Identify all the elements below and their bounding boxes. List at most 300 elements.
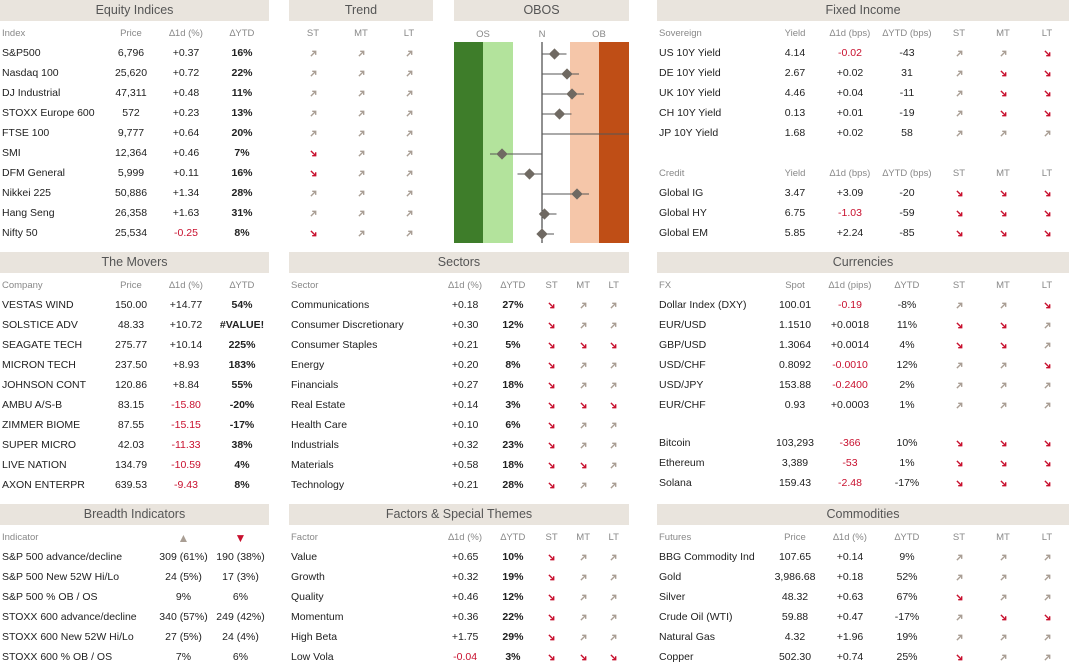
- breadth-row: [0, 627, 269, 647]
- trend-cell: [535, 607, 568, 627]
- trend-cell: [1025, 83, 1069, 103]
- company: SUPER MICRO: [2, 439, 77, 451]
- change-1d: +0.48: [172, 87, 200, 99]
- column-header: ∆YTD: [500, 532, 526, 543]
- arrow-up-right-icon: [983, 402, 1023, 409]
- trend-cell: [598, 295, 629, 315]
- fixed-income-row: [657, 103, 1069, 123]
- yield: 1.68: [784, 127, 806, 139]
- trend-cell: [598, 455, 629, 475]
- yield: 6.75: [784, 207, 806, 219]
- trend-cell: [981, 395, 1025, 415]
- trend-cell: [937, 83, 981, 103]
- arrow-down-right-icon: [1027, 362, 1067, 369]
- change-ytd: -59: [899, 207, 915, 219]
- equity-row: [0, 123, 269, 143]
- arrow-up-right-icon: [339, 70, 383, 77]
- arrow-up-right-icon: [291, 130, 335, 137]
- equity-row: [0, 203, 269, 223]
- trend-cell: [535, 335, 568, 355]
- trend-cell: [385, 163, 433, 183]
- trend-cell: [598, 567, 629, 587]
- trend-cell: [1025, 335, 1069, 355]
- trend-cell: [1025, 433, 1069, 453]
- sector-row: [289, 415, 629, 435]
- change-1d: -2.48: [838, 477, 862, 489]
- change-1d: +0.18: [451, 299, 479, 311]
- change-1d: +10.14: [169, 339, 203, 351]
- arrow-down-right-icon: [537, 654, 566, 661]
- change-ytd: -19: [899, 107, 915, 119]
- factor-row: [289, 567, 629, 587]
- change-1d: +1.63: [172, 207, 200, 219]
- trend-cell: [289, 123, 337, 143]
- change-ytd: 67%: [896, 591, 918, 603]
- name: EUR/CHF: [659, 399, 706, 411]
- arrow-down-right-icon: [537, 462, 566, 469]
- trend-cell: [981, 315, 1025, 335]
- arrow-down-right-icon: [1027, 50, 1067, 57]
- name: Communications: [291, 299, 370, 311]
- arrow-up-right-icon: [339, 230, 383, 237]
- trend-cell: [535, 435, 568, 455]
- arrow-up-right-icon: [1027, 402, 1067, 409]
- indicator: S&P 500 New 52W Hi/Lo: [2, 571, 120, 583]
- spot: 3,389: [781, 457, 809, 469]
- change-ytd: 16%: [231, 167, 253, 179]
- trend-cell: [535, 395, 568, 415]
- mover-row: [0, 415, 269, 435]
- arrow-down-right-icon: [1027, 110, 1067, 117]
- credit-row: [657, 223, 1069, 243]
- mover-row: [0, 355, 269, 375]
- arrow-up-right-icon: [939, 574, 979, 581]
- spot: 100.01: [778, 299, 812, 311]
- change-1d: +0.46: [451, 591, 479, 603]
- price: 50,886: [114, 187, 148, 199]
- header-row: [657, 525, 1069, 547]
- trend-cell: [1025, 183, 1069, 203]
- advance: 27 (5%): [165, 631, 202, 643]
- breadth-row: [0, 607, 269, 627]
- trend-cell: [535, 567, 568, 587]
- arrow-down-right-icon: [570, 342, 597, 349]
- commodity-row: [657, 627, 1069, 647]
- change-ytd: 9%: [899, 551, 915, 563]
- name: Technology: [291, 479, 345, 491]
- column-header: ∆YTD: [229, 280, 255, 291]
- trend-cell: [981, 627, 1025, 647]
- crypto-table: [657, 433, 1069, 493]
- arrow-up-right-icon: [939, 614, 979, 621]
- arrow-up-right-icon: [570, 322, 597, 329]
- column-header: Sovereign: [659, 28, 702, 39]
- change-1d: +0.0003: [830, 399, 870, 411]
- change-ytd: 183%: [228, 359, 256, 371]
- index-name: Nifty 50: [2, 227, 38, 239]
- yield: 0.13: [784, 107, 806, 119]
- trend-cell: [937, 103, 981, 123]
- column-header: ST: [952, 168, 966, 179]
- change-1d: -0.02: [838, 47, 862, 59]
- index-name: S&P500: [2, 47, 41, 59]
- trend-cell: [289, 143, 337, 163]
- company: ZIMMER BIOME: [2, 419, 81, 431]
- arrow-up-right-icon: [339, 170, 383, 177]
- trend-cell: [937, 43, 981, 63]
- trend-cell: [937, 223, 981, 243]
- fixed-income-row: [657, 123, 1069, 143]
- name: USD/CHF: [659, 359, 706, 371]
- indicator: STOXX 600 New 52W Hi/Lo: [2, 631, 134, 643]
- change-ytd: 10%: [896, 437, 918, 449]
- fx-row: [657, 395, 1069, 415]
- name: Real Estate: [291, 399, 346, 411]
- column-header: LT: [608, 532, 619, 543]
- change-1d: +0.64: [172, 127, 200, 139]
- arrow-down-right-icon: [537, 554, 566, 561]
- trend-cell: [937, 183, 981, 203]
- column-header: MT: [354, 28, 368, 39]
- indicator: S&P 500 advance/decline: [2, 551, 123, 563]
- commodity-row: [657, 607, 1069, 627]
- price: 9,777: [117, 127, 145, 139]
- commodity-row: [657, 587, 1069, 607]
- column-header: ∆YTD: [229, 28, 255, 39]
- trend-row: [289, 103, 433, 123]
- arrow-up-right-icon: [600, 574, 627, 581]
- change-ytd: 4%: [899, 339, 915, 351]
- column-header: Indicator: [2, 532, 39, 543]
- fx-row: [657, 335, 1069, 355]
- arrow-up-right-icon: [939, 90, 979, 97]
- trend-cell: [1025, 547, 1069, 567]
- arrow-down-right-icon: [600, 654, 627, 661]
- name: Crude Oil (WTI): [659, 611, 733, 623]
- sector-row: [289, 335, 629, 355]
- arrow-down-right-icon: [537, 342, 566, 349]
- spot: 153.88: [778, 379, 812, 391]
- arrow-up-right-icon: [291, 110, 335, 117]
- arrow-down-right-icon: [1027, 230, 1067, 237]
- change-ytd: 31: [901, 67, 913, 79]
- change-1d: +1.75: [451, 631, 479, 643]
- decline: 6%: [232, 651, 249, 663]
- trend-cell: [937, 547, 981, 567]
- arrow-down-right-icon: [939, 322, 979, 329]
- trend-cell: [337, 123, 385, 143]
- arrow-down-right-icon: [983, 480, 1023, 487]
- change-1d: +1.96: [836, 631, 864, 643]
- trend-title: Trend: [289, 0, 433, 21]
- trend-cell: [981, 587, 1025, 607]
- obos-marker: [539, 208, 550, 219]
- change-ytd: -8%: [897, 299, 917, 311]
- trend-cell: [568, 627, 599, 647]
- trend-cell: [535, 315, 568, 335]
- change-1d: +0.46: [172, 147, 200, 159]
- trend-cell: [937, 607, 981, 627]
- name: CH 10Y Yield: [659, 107, 722, 119]
- trend-cell: [981, 103, 1025, 123]
- arrow-down-right-icon: [939, 190, 979, 197]
- decline: 249 (42%): [216, 611, 265, 623]
- equity-row: [0, 143, 269, 163]
- trend-cell: [568, 335, 599, 355]
- column-header: ∆YTD: [894, 532, 920, 543]
- arrow-up-right-icon: [1027, 382, 1067, 389]
- fixed-income-panel: [657, 0, 1069, 243]
- change-ytd: 11%: [896, 319, 918, 331]
- arrow-up-right-icon: [600, 422, 627, 429]
- trend-cell: [1025, 43, 1069, 63]
- arrow-up-right-icon: [983, 554, 1023, 561]
- trend-cell: [385, 83, 433, 103]
- spot: 0.8092: [778, 359, 812, 371]
- column-header: Factor: [291, 532, 318, 543]
- trend-cell: [937, 375, 981, 395]
- trend-cell: [937, 587, 981, 607]
- change-1d: +0.02: [836, 67, 864, 79]
- trend-cell: [981, 295, 1025, 315]
- arrow-down-right-icon: [939, 440, 979, 447]
- change-1d: +8.93: [172, 359, 200, 371]
- column-header: LT: [1041, 280, 1053, 291]
- name: Energy: [291, 359, 325, 371]
- trend-cell: [385, 63, 433, 83]
- change-1d: +0.02: [836, 127, 864, 139]
- fixed-income-row: [657, 43, 1069, 63]
- trend-cell: [568, 567, 599, 587]
- column-header: ∆1d (pips): [828, 280, 872, 291]
- trend-cell: [1025, 587, 1069, 607]
- trend-cell: [337, 183, 385, 203]
- arrow-up-right-icon: [291, 90, 335, 97]
- trend-row: [289, 143, 433, 163]
- trend-cell: [385, 203, 433, 223]
- index-name: Hang Seng: [2, 207, 55, 219]
- change-1d: -0.19: [838, 299, 862, 311]
- arrow-up-right-icon: [600, 442, 627, 449]
- trend-cell: [535, 375, 568, 395]
- trend-cell: [568, 295, 599, 315]
- trend-cell: [981, 223, 1025, 243]
- fixed-income-title: Fixed Income: [657, 0, 1069, 21]
- trend-cell: [535, 627, 568, 647]
- mover-row: [0, 435, 269, 455]
- trend-cell: [337, 163, 385, 183]
- crypto-row: [657, 453, 1069, 473]
- arrow-down-right-icon: [983, 90, 1023, 97]
- trend-cell: [598, 627, 629, 647]
- change-1d: +0.47: [836, 611, 864, 623]
- arrow-up-right-icon: [387, 130, 431, 137]
- name: Global HY: [659, 207, 707, 219]
- trend-cell: [568, 455, 599, 475]
- column-header: ∆YTD: [894, 280, 920, 291]
- arrow-up-right-icon: [600, 614, 627, 621]
- column-header: Spot: [785, 280, 805, 291]
- obos-marker: [554, 108, 565, 119]
- arrow-up-right-icon: [387, 70, 431, 77]
- trend-cell: [535, 455, 568, 475]
- arrow-down-right-icon: [570, 402, 597, 409]
- trend-cell: [1025, 473, 1069, 493]
- trend-cell: [385, 223, 433, 243]
- company: SOLSTICE ADV: [2, 319, 78, 331]
- fixed-income-row: [657, 83, 1069, 103]
- spot: 103,293: [776, 437, 814, 449]
- crypto-row: [657, 433, 1069, 453]
- column-header: FX: [659, 280, 672, 291]
- trend-cell: [598, 587, 629, 607]
- trend-cell: [385, 123, 433, 143]
- trend-cell: [535, 355, 568, 375]
- movers-title: The Movers: [0, 252, 269, 273]
- arrow-up-right-icon: [939, 70, 979, 77]
- mover-row: [0, 335, 269, 355]
- trend-cell: [385, 103, 433, 123]
- change-1d: +0.58: [451, 459, 479, 471]
- trend-cell: [598, 415, 629, 435]
- credit-row: [657, 183, 1069, 203]
- trend-cell: [535, 415, 568, 435]
- column-header: ∆YTD (bps): [882, 28, 932, 39]
- equity-row: [0, 63, 269, 83]
- arrow-up-right-icon: [339, 50, 383, 57]
- arrow-up-right-icon: [600, 462, 627, 469]
- breadth-table: [0, 525, 269, 667]
- change-1d: +1.34: [172, 187, 200, 199]
- change-1d: -9.43: [174, 479, 198, 491]
- obos-label: N: [538, 29, 546, 40]
- name: Materials: [291, 459, 334, 471]
- price: 26,358: [114, 207, 148, 219]
- column-header: ∆1d (%): [448, 532, 482, 543]
- column-header: Price: [120, 28, 142, 39]
- trend-cell: [981, 63, 1025, 83]
- trend-table: [289, 21, 433, 243]
- change-ytd: 28%: [231, 187, 253, 199]
- arrow-up-right-icon: [1027, 634, 1067, 641]
- trend-cell: [1025, 123, 1069, 143]
- price: 150.00: [114, 299, 148, 311]
- change-ytd: 58: [901, 127, 913, 139]
- change-1d: -15.15: [171, 419, 201, 431]
- arrow-down-right-icon: [939, 230, 979, 237]
- sector-row: [289, 315, 629, 335]
- ob-band: [570, 42, 599, 243]
- price: 25,620: [114, 67, 148, 79]
- arrow-down-right-icon: [537, 634, 566, 641]
- column-header: Price: [784, 532, 806, 543]
- price: 134.79: [114, 459, 148, 471]
- trend-cell: [981, 453, 1025, 473]
- change-ytd: 23%: [502, 439, 524, 451]
- column-header: LT: [1041, 28, 1053, 39]
- trend-cell: [337, 63, 385, 83]
- arrow-down-right-icon: [1027, 302, 1067, 309]
- decline: 24 (4%): [222, 631, 259, 643]
- arrow-up-right-icon: [1027, 554, 1067, 561]
- obos-marker: [524, 168, 535, 179]
- price: 83.15: [117, 399, 145, 411]
- indicator: STOXX 600 % OB / OS: [2, 651, 113, 663]
- change-1d: +0.11: [173, 167, 199, 179]
- currencies-panel: [657, 252, 1069, 493]
- trend-cell: [337, 43, 385, 63]
- trend-cell: [937, 453, 981, 473]
- price: 6,796: [117, 47, 145, 59]
- yield: 4.14: [784, 47, 806, 59]
- change-ytd: 11%: [231, 87, 253, 99]
- arrow-down-right-icon: [939, 460, 979, 467]
- trend-cell: [598, 607, 629, 627]
- arrow-down-right-icon: [537, 362, 566, 369]
- arrow-down-right-icon: [291, 230, 335, 237]
- change-1d: +0.30: [451, 319, 479, 331]
- spot: 4.32: [784, 631, 806, 643]
- company: LIVE NATION: [2, 459, 67, 471]
- arrow-down-right-icon: [983, 110, 1023, 117]
- column-header: ∆1d (%): [169, 280, 203, 291]
- header-row: [657, 161, 1069, 183]
- fixed-income-table: [657, 21, 1069, 143]
- change-1d: +0.32: [451, 571, 479, 583]
- advance: 24 (5%): [165, 571, 202, 583]
- arrow-up-right-icon: [339, 90, 383, 97]
- commodity-row: [657, 647, 1069, 667]
- trend-cell: [568, 375, 599, 395]
- change-ytd: 3%: [505, 399, 521, 411]
- arrow-up-right-icon: [339, 210, 383, 217]
- trend-cell: [598, 315, 629, 335]
- arrow-up-right-icon: [1027, 654, 1067, 661]
- decline: 190 (38%): [216, 551, 265, 563]
- name: Bitcoin: [659, 437, 691, 449]
- company: AMBU A/S-B: [2, 399, 63, 411]
- price: 12,364: [114, 147, 148, 159]
- trend-cell: [568, 315, 599, 335]
- change-ytd: -20: [899, 187, 915, 199]
- column-header: ∆1d (%): [169, 28, 203, 39]
- equity-indices-panel: [0, 0, 269, 243]
- commodities-title: Commodities: [657, 504, 1069, 525]
- factors-title: Factors & Special Themes: [289, 504, 629, 525]
- column-header: Sector: [291, 280, 319, 291]
- change-1d: +14.77: [169, 299, 203, 311]
- obos-label: OB: [592, 29, 606, 40]
- company: SEAGATE TECH: [2, 339, 83, 351]
- arrow-up-right-icon: [983, 634, 1023, 641]
- change-ytd: 225%: [228, 339, 256, 351]
- column-header: MT: [576, 280, 591, 291]
- trend-cell: [568, 395, 599, 415]
- arrow-down-right-icon: [983, 210, 1023, 217]
- arrow-down-right-icon: [983, 460, 1023, 467]
- arrow-up-right-icon: [339, 130, 383, 137]
- arrow-down-right-icon: [537, 442, 566, 449]
- commodities-panel: [657, 504, 1069, 667]
- change-1d: +0.36: [451, 611, 479, 623]
- change-ytd: 8%: [234, 227, 250, 239]
- trend-cell: [568, 607, 599, 627]
- spot: 59.88: [781, 611, 809, 623]
- column-header: MT: [576, 532, 591, 543]
- arrow-up-right-icon: [387, 210, 431, 217]
- change-ytd: 29%: [502, 631, 524, 643]
- breadth-row: [0, 567, 269, 587]
